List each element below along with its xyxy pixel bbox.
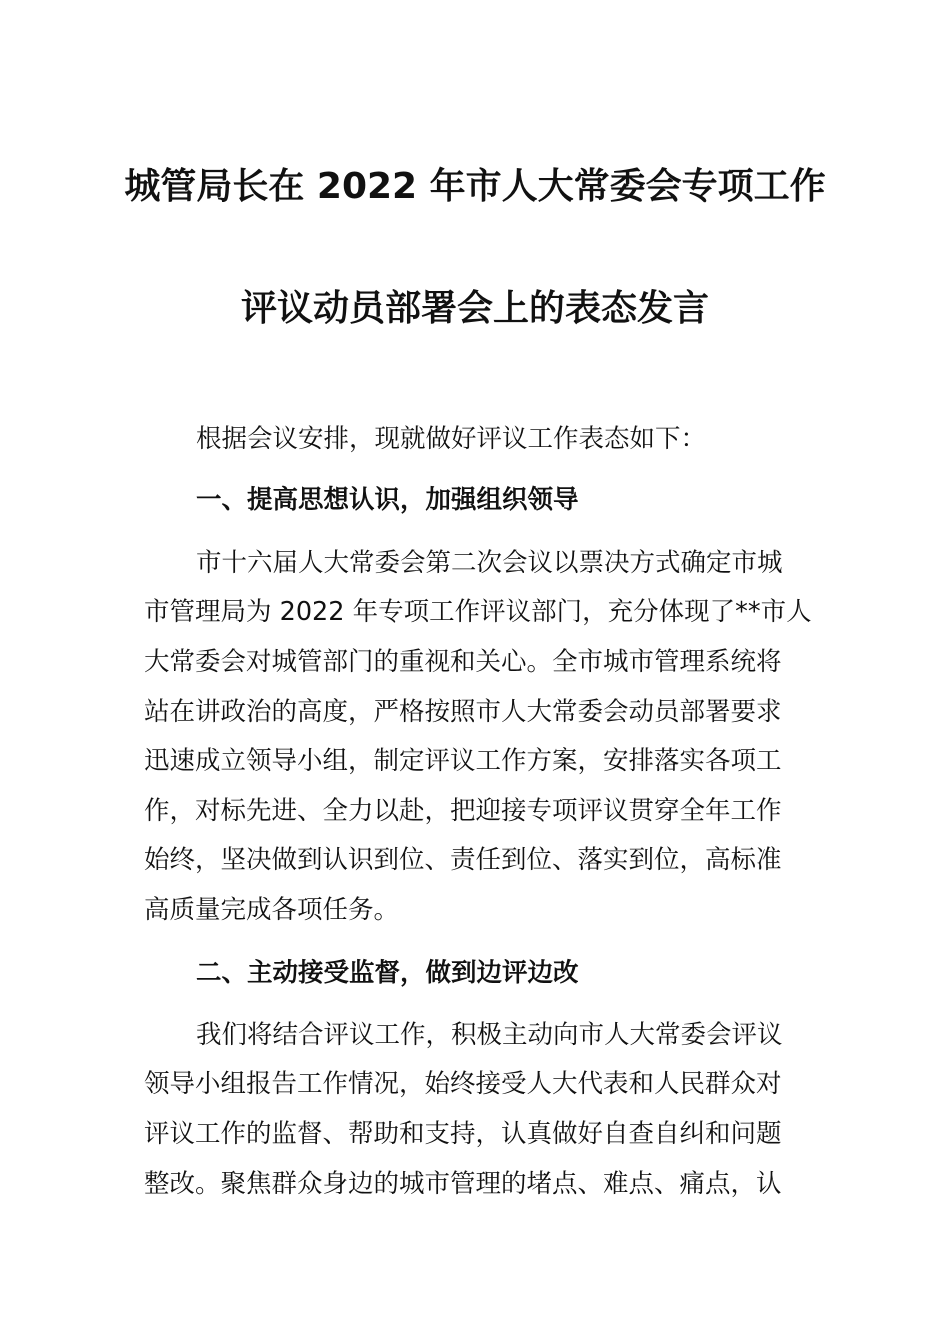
section-1-line: 高质量完成各项任务。	[144, 895, 400, 925]
section-1-line: 站在讲政治的高度，严格按照市人大常委会动员部署要求	[144, 697, 782, 727]
section-1-heading: 一、提高思想认识，加强组织领导	[196, 485, 579, 515]
document-title-line-1: 城管局长在 2022 年市人大常委会专项工作	[124, 166, 826, 207]
section-2-heading: 二、主动接受监督，做到边评边改	[196, 958, 579, 988]
section-1-line: 迅速成立领导小组，制定评议工作方案，安排落实各项工	[144, 746, 782, 776]
section-1-line: 作，对标先进、全力以赴，把迎接专项评议贯穿全年工作	[144, 796, 782, 826]
document-title-line-2: 评议动员部署会上的表态发言	[240, 288, 709, 329]
section-1-line: 市十六届人大常委会第二次会议以票决方式确定市城	[196, 548, 783, 578]
section-2-line: 我们将结合评议工作，积极主动向市人大常委会评议	[196, 1020, 783, 1050]
section-2-line: 领导小组报告工作情况，始终接受人大代表和人民群众对	[144, 1069, 782, 1099]
section-1-line: 始终，坚决做到认识到位、责任到位、落实到位，高标准	[144, 845, 782, 875]
intro-paragraph: 根据会议安排，现就做好评议工作表态如下：	[196, 424, 707, 454]
section-1-line: 市管理局为 2022 年专项工作评议部门，充分体现了**市人	[144, 597, 812, 627]
section-2-line: 整改。聚焦群众身边的城市管理的堵点、难点、痛点，认	[144, 1169, 782, 1199]
section-2-line: 评议工作的监督、帮助和支持，认真做好自查自纠和问题	[144, 1119, 782, 1149]
section-1-line: 大常委会对城管部门的重视和关心。全市城市管理系统将	[144, 647, 782, 677]
